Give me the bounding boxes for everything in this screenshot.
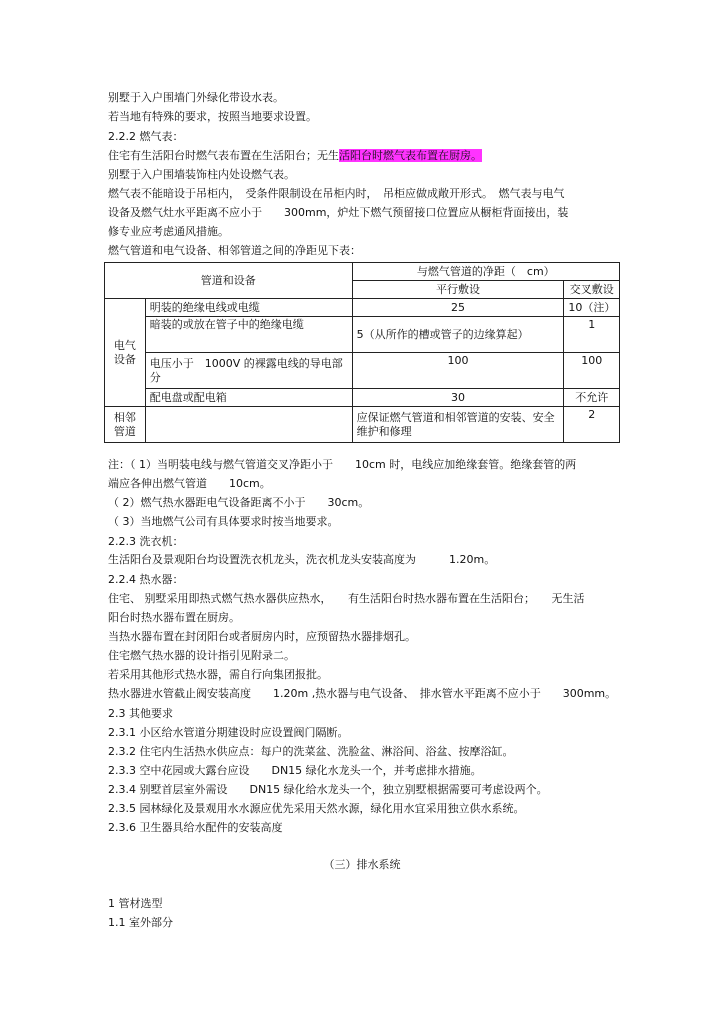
text-line: 2.3.5 园林绿化及景观用水水源应优先采用天然水源，绿化用水宜采用独立供水系统。 [108, 802, 525, 815]
text-line: 热水器进水管截止阀安装高度 1.20m ,热水器与电气设备、 排水管水平距离不应小于 300mm。 [108, 687, 617, 700]
section-heading: 2.2.2 燃气表： [108, 130, 184, 143]
text-line: 生活阳台及景观阳台均设置洗衣机龙头，洗衣机龙头安装高度为 1.20m。 [108, 553, 496, 566]
section-heading: 1.1 室外部分 [108, 916, 173, 929]
text-line: 2.3.4 别墅首层室外需设 DN15 绿化给水龙头一个，独立别墅根据需要可考虑设两个。 [108, 783, 548, 796]
text-line: 2.3.1 小区给水管道分期建设时应设置阀门隔断。 [108, 726, 349, 739]
chapter-title: （三）排水系统 [323, 858, 401, 871]
section-heading: 2.2.3 洗衣机： [108, 535, 184, 548]
text-line: 别墅于入户围墙门外绿化带设水表。 [108, 91, 284, 104]
table-cell: 电压小于 1000V 的裸露电线的导电部分 [145, 353, 352, 389]
table-header-parallel: 平行敷设 [352, 281, 564, 299]
section-heading: 2.2.4 热水器： [108, 573, 184, 586]
text-line: 燃气管道和电气设备、相邻管道之间的净距见下表： [108, 244, 361, 257]
table-cell: 配电盘或配电箱 [145, 389, 352, 407]
table-cell [145, 407, 352, 443]
text-line: 阳台时热水器布置在厨房。 [108, 611, 240, 624]
table-cell: 100 [564, 353, 620, 389]
table-cell: 暗装的或放在管子中的绝缘电缆 [145, 317, 352, 353]
table-cell: 2 [564, 407, 620, 443]
gas-clearance-table [104, 262, 620, 443]
table-header-cross: 交叉敷设 [564, 281, 620, 299]
section-heading: 1 管材选型 [108, 897, 163, 910]
table-cell: 1 [564, 317, 620, 353]
table-header-distance: 与燃气管道的净距（ cm） [352, 263, 619, 281]
table-cell: 25 [352, 299, 564, 317]
text-line: 住宅、 别墅采用即热式燃气热水器供应热水， 有生活阳台时热水器布置在生活阳台； 无生活 [108, 592, 585, 605]
text-line: 2.3.2 住宅内生活热水供应点：每户的洗菜盆、洗脸盆、淋浴间、浴盆、按摩浴缸。 [108, 745, 514, 758]
text-line: 别墅于入户围墙装饰柱内处设燃气表。 [108, 168, 295, 181]
text-line: 当热水器布置在封闭阳台或者厨房内时，应预留热水器排烟孔。 [108, 630, 416, 643]
table-header-pipe: 管道和设备 [105, 263, 353, 299]
text-line: 设备及燃气灶水平距离不应小于 300mm，炉灶下燃气预留接口位置应从橱柜背面接出，装 [108, 206, 569, 219]
text-line: 2.3.3 空中花园或大露台应设 DN15 绿化水龙头一个，并考虑排水措施。 [108, 764, 482, 777]
table-cell: 100 [352, 353, 564, 389]
text-line: 若采用其他形式热水器，需自行向集团报批。 [108, 668, 328, 681]
text-line: 住宅燃气热水器的设计指引见附录二。 [108, 649, 295, 662]
table-cell: 应保证燃气管道和相邻管道的安装、安全维护和修理 [352, 407, 564, 443]
text-line [108, 149, 482, 163]
table-cell: 5（从所作的槽或管子的边缘算起） [352, 317, 564, 353]
table-group-label: 相邻管道 [105, 407, 146, 443]
note-line: 端应各伸出燃气管道 10cm。 [108, 477, 271, 490]
table-cell: 不允许 [564, 389, 620, 407]
text-line: 若当地有特殊的要求，按照当地要求设置。 [108, 110, 317, 123]
note-line: （ 3）当地燃气公司有具体要求时按当地要求。 [108, 515, 339, 528]
section-heading: 2.3 其他要求 [108, 707, 173, 720]
note-line: （ 2）燃气热水器距电气设备距离不小于 30cm。 [108, 496, 370, 509]
text-line: 2.3.6 卫生器具给水配件的安装高度 [108, 821, 283, 834]
table-cell: 10（注） [564, 299, 620, 317]
table-cell: 30 [352, 389, 564, 407]
note-line: 注：（ 1）当明装电线与燃气管道交叉净距小于 10cm 时，电线应加绝缘套管。绝缘套管的两 [108, 458, 577, 471]
table-cell: 明装的绝缘电线或电缆 [145, 299, 352, 317]
table-group-label: 电气设备 [105, 299, 146, 407]
text-segment: 住宅有生活阳台时燃气表布置在生活阳台；无生 [108, 149, 339, 162]
highlighted-text: 活阳台时燃气表布置在厨房。 [339, 149, 482, 162]
text-line: 燃气表不能暗设于吊柜内， 受条件限制设在吊柜内时， 吊柜应做成敞开形式。 燃气表与电气 [108, 187, 565, 200]
text-line: 修专业应考虑通风措施。 [108, 225, 229, 238]
